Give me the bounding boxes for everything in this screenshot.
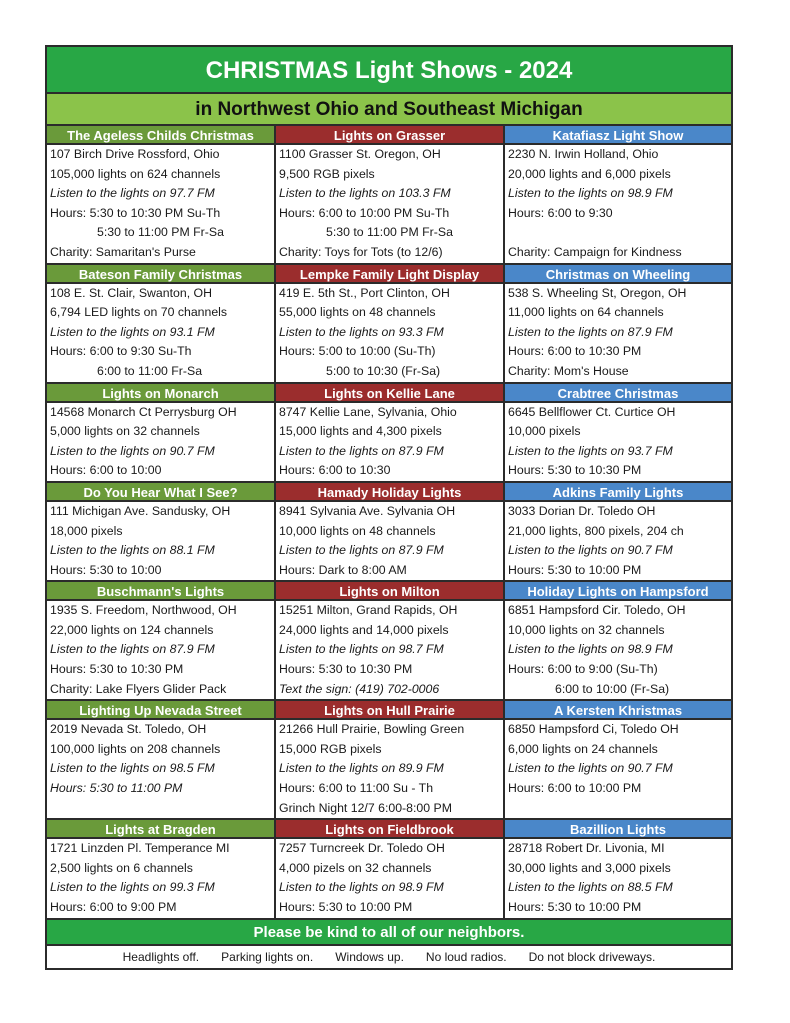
show-details bbox=[505, 145, 731, 263]
show-detail-line: 6851 Hampsford Cir. Toledo, OH bbox=[508, 603, 686, 618]
show-detail-line: Hours: 6:00 to 10:00 PM Su-Th bbox=[279, 205, 450, 220]
show-detail-line: Text the sign: (419) 702-0006 bbox=[279, 681, 440, 696]
show-detail-line: Listen to the lights on 93.7 FM bbox=[508, 443, 673, 458]
show-detail-line: Listen to the lights on 87.9 FM bbox=[50, 642, 215, 657]
show-card bbox=[505, 126, 731, 263]
show-detail-line: Charity: Campaign for Kindness bbox=[508, 244, 682, 259]
show-card bbox=[276, 483, 505, 580]
show-name: Adkins Family Lights bbox=[505, 483, 731, 502]
show-detail-line: Hours: 6:00 to 11:00 Su - Th bbox=[279, 781, 434, 796]
show-band bbox=[47, 265, 731, 384]
show-card bbox=[276, 820, 505, 917]
show-band bbox=[47, 701, 731, 820]
page-subtitle: in Northwest Ohio and Southeast Michigan bbox=[47, 94, 731, 126]
show-detail-line: Listen to the lights on 98.9 FM bbox=[508, 642, 673, 657]
show-details bbox=[47, 145, 274, 263]
show-detail-line: Hours: 6:00 to 10:30 bbox=[279, 463, 391, 478]
show-name: Christmas on Wheeling bbox=[505, 265, 731, 284]
show-detail-line: 14568 Monarch Ct Perrysburg OH bbox=[50, 404, 237, 419]
show-band bbox=[47, 483, 731, 582]
show-detail-line: 9,500 RGB pixels bbox=[279, 166, 375, 181]
show-card bbox=[276, 384, 505, 481]
show-detail-line: 10,000 pixels bbox=[508, 424, 581, 439]
show-detail-line: 6850 Hampsford Ci, Toledo OH bbox=[508, 722, 679, 737]
show-card bbox=[47, 820, 276, 917]
show-name: Katafiasz Light Show bbox=[505, 126, 731, 145]
show-name: Crabtree Christmas bbox=[505, 384, 731, 403]
show-card bbox=[47, 265, 276, 382]
show-detail-line: Listen to the lights on 87.9 FM bbox=[279, 443, 444, 458]
footer-tip: Parking lights on. bbox=[221, 949, 314, 964]
show-detail-line: Listen to the lights on 88.1 FM bbox=[50, 543, 215, 558]
show-detail-line: Listen to the lights on 90.7 FM bbox=[508, 761, 673, 776]
show-detail-line: Hours: 5:30 to 10:00 PM bbox=[279, 900, 413, 914]
show-name: Lempke Family Light Display bbox=[276, 265, 503, 284]
show-detail-line: Listen to the lights on 88.5 FM bbox=[508, 880, 673, 895]
show-detail-line: 30,000 lights and 3,000 pixels bbox=[508, 860, 671, 875]
show-detail-line: 5:00 to 10:30 (Fr-Sa) bbox=[326, 363, 441, 378]
show-band bbox=[47, 126, 731, 265]
shows-grid bbox=[47, 126, 731, 920]
show-name: Buschmann's Lights bbox=[47, 582, 274, 601]
show-detail-line: Hours: 6:00 to 9:00 (Su-Th) bbox=[508, 662, 658, 677]
show-detail-line: Listen to the lights on 98.9 FM bbox=[508, 186, 673, 201]
show-detail-line: Listen to the lights on 90.7 FM bbox=[508, 543, 673, 558]
show-name: Do You Hear What I See? bbox=[47, 483, 274, 502]
footer-tip: Do not block driveways. bbox=[528, 949, 656, 964]
show-detail-line: 21,000 lights, 800 pixels, 204 ch bbox=[508, 523, 684, 538]
show-card bbox=[505, 820, 731, 917]
show-card bbox=[47, 582, 276, 699]
footer-tip: No loud radios. bbox=[425, 949, 507, 964]
show-details bbox=[276, 284, 503, 382]
show-detail-line: Hours: 6:00 to 9:30 Su-Th bbox=[50, 344, 192, 359]
show-detail-line: 5:30 to 11:00 PM Fr-Sa bbox=[97, 225, 224, 240]
page-title: CHRISTMAS Light Shows - 2024 bbox=[47, 47, 731, 94]
show-detail-line: 108 E. St. Clair, Swanton, OH bbox=[50, 285, 212, 300]
show-detail-line: 21266 Hull Prairie, Bowling Green bbox=[279, 722, 465, 737]
show-details bbox=[276, 601, 503, 699]
show-detail-line: Hours: 5:30 to 10:30 PM bbox=[508, 463, 642, 478]
show-detail-line: 3033 Dorian Dr. Toledo OH bbox=[508, 503, 656, 518]
show-detail-line: Listen to the lights on 98.9 FM bbox=[279, 880, 444, 895]
show-detail-line: Hours: 5:30 to 10:30 PM Su-Th bbox=[50, 205, 221, 220]
show-detail-line: Charity: Samaritan's Purse bbox=[50, 244, 196, 259]
show-details bbox=[276, 145, 503, 263]
show-detail-line: Hours: 6:00 to 9:30 bbox=[508, 205, 613, 220]
show-detail-line: 105,000 lights on 624 channels bbox=[50, 166, 221, 181]
show-detail-line bbox=[508, 799, 728, 819]
show-card bbox=[276, 126, 505, 263]
show-detail-line: 7257 Turncreek Dr. Toledo OH bbox=[279, 841, 445, 856]
show-details bbox=[505, 839, 731, 917]
show-detail-line: 2,500 lights on 6 channels bbox=[50, 860, 193, 875]
show-detail-line: Listen to the lights on 98.7 FM bbox=[279, 642, 444, 657]
show-detail-line: 10,000 lights on 48 channels bbox=[279, 523, 436, 538]
show-detail-line: 4,000 pizels on 32 channels bbox=[279, 860, 432, 875]
show-card bbox=[505, 582, 731, 699]
show-detail-line: Hours: 6:00 to 10:30 PM bbox=[508, 344, 642, 359]
show-details bbox=[505, 502, 731, 580]
show-detail-line: 1100 Grasser St. Oregon, OH bbox=[279, 147, 441, 161]
show-detail-line: Listen to the lights on 93.1 FM bbox=[50, 324, 215, 339]
show-details bbox=[276, 720, 503, 818]
show-name: Lights on Milton bbox=[276, 582, 503, 601]
show-detail-line: Hours: 6:00 to 10:00 PM bbox=[508, 781, 642, 796]
show-detail-line: Listen to the lights on 93.3 FM bbox=[279, 324, 444, 339]
show-name: Lights on Grasser bbox=[276, 126, 503, 145]
show-card bbox=[47, 483, 276, 580]
show-name: Lights at Bragden bbox=[47, 820, 274, 839]
show-detail-line: Charity: Mom's House bbox=[508, 363, 629, 378]
show-name: Bazillion Lights bbox=[505, 820, 731, 839]
show-detail-line: 28718 Robert Dr. Livonia, MI bbox=[508, 841, 665, 856]
footer-tips bbox=[47, 946, 731, 968]
show-detail-line: Hours: 5:30 to 10:00 PM bbox=[508, 562, 642, 577]
show-card bbox=[505, 384, 731, 481]
show-card bbox=[276, 701, 505, 818]
show-detail-line: 8747 Kellie Lane, Sylvania, Ohio bbox=[279, 404, 457, 419]
show-name: Bateson Family Christmas bbox=[47, 265, 274, 284]
show-details bbox=[47, 720, 274, 818]
show-detail-line: Listen to the lights on 99.3 FM bbox=[50, 880, 215, 895]
show-detail-line bbox=[50, 799, 271, 819]
show-detail-line: Listen to the lights on 98.5 FM bbox=[50, 761, 215, 776]
show-detail-line: 6645 Bellflower Ct. Curtice OH bbox=[508, 404, 676, 419]
show-name: A Kersten Khristmas bbox=[505, 701, 731, 720]
show-card bbox=[505, 701, 731, 818]
show-detail-line: Hours: 5:30 to 10:00 bbox=[50, 562, 162, 577]
show-card bbox=[47, 126, 276, 263]
show-detail-line: 18,000 pixels bbox=[50, 523, 123, 538]
show-detail-line: Listen to the lights on 87.9 FM bbox=[279, 543, 444, 558]
show-detail-line: 22,000 lights on 124 channels bbox=[50, 622, 214, 637]
show-detail-line: 538 S. Wheeling St, Oregon, OH bbox=[508, 285, 687, 300]
show-detail-line: Listen to the lights on 90.7 FM bbox=[50, 443, 215, 458]
show-name: Lighting Up Nevada Street bbox=[47, 701, 274, 720]
show-details bbox=[505, 720, 731, 818]
show-detail-line: 15251 Milton, Grand Rapids, OH bbox=[279, 603, 458, 618]
show-card bbox=[47, 701, 276, 818]
show-detail-line: 107 Birch Drive Rossford, Ohio bbox=[50, 147, 220, 161]
show-detail-line: Hours: Dark to 8:00 AM bbox=[279, 562, 407, 577]
show-detail-line: 100,000 lights on 208 channels bbox=[50, 741, 221, 756]
show-detail-line: 15,000 lights and 4,300 pixels bbox=[279, 424, 442, 439]
show-detail-line: Hours: 5:30 to 11:00 PM bbox=[50, 781, 183, 796]
show-details bbox=[47, 601, 274, 699]
show-details bbox=[47, 403, 274, 481]
footer-message: Please be kind to all of our neighbors. bbox=[47, 920, 731, 946]
show-detail-line: Hours: 5:30 to 10:30 PM bbox=[50, 662, 184, 677]
show-detail-line: 11,000 lights on 64 channels bbox=[508, 305, 664, 320]
show-detail-line: 55,000 lights on 48 channels bbox=[279, 305, 436, 320]
flyer bbox=[45, 45, 733, 970]
show-detail-line: Hours: 5:30 to 10:30 PM bbox=[279, 662, 413, 677]
show-name: Lights on Kellie Lane bbox=[276, 384, 503, 403]
show-detail-line: 6,000 lights on 24 channels bbox=[508, 741, 658, 756]
show-detail-line: Listen to the lights on 103.3 FM bbox=[279, 186, 451, 201]
show-details bbox=[276, 502, 503, 580]
show-card bbox=[505, 265, 731, 382]
show-band bbox=[47, 820, 731, 919]
show-detail-line: Charity: Toys for Tots (to 12/6) bbox=[279, 244, 443, 259]
show-card bbox=[276, 582, 505, 699]
show-name: Hamady Holiday Lights bbox=[276, 483, 503, 502]
show-detail-line: 6:00 to 10:00 (Fr-Sa) bbox=[555, 681, 670, 696]
show-detail-line: Hours: 5:00 to 10:00 (Su-Th) bbox=[279, 344, 436, 359]
show-detail-line: 2230 N. Irwin Holland, Ohio bbox=[508, 147, 659, 161]
show-detail-line: Hours: 6:00 to 9:00 PM bbox=[50, 900, 177, 914]
show-band bbox=[47, 582, 731, 701]
show-details bbox=[505, 284, 731, 382]
show-name: Holiday Lights on Hampsford bbox=[505, 582, 731, 601]
show-card bbox=[47, 384, 276, 481]
show-details bbox=[47, 284, 274, 382]
show-details bbox=[276, 403, 503, 481]
show-name: Lights on Fieldbrook bbox=[276, 820, 503, 839]
show-name: The Ageless Childs Christmas bbox=[47, 126, 274, 145]
show-details bbox=[47, 839, 274, 917]
show-name: Lights on Hull Prairie bbox=[276, 701, 503, 720]
show-details bbox=[47, 502, 274, 580]
show-detail-line: 5,000 lights on 32 channels bbox=[50, 424, 200, 439]
show-detail-line: 111 Michigan Ave. Sandusky, OH bbox=[50, 503, 231, 518]
show-details bbox=[505, 403, 731, 481]
footer-tip: Headlights off. bbox=[122, 949, 200, 964]
show-detail-line bbox=[508, 223, 728, 243]
show-detail-line: 24,000 lights and 14,000 pixels bbox=[279, 622, 449, 637]
show-name: Lights on Monarch bbox=[47, 384, 274, 403]
show-detail-line: 419 E. 5th St., Port Clinton, OH bbox=[279, 285, 450, 300]
show-detail-line: 6:00 to 11:00 Fr-Sa bbox=[97, 363, 203, 378]
show-band bbox=[47, 384, 731, 483]
show-details bbox=[505, 601, 731, 699]
show-detail-line: 20,000 lights and 6,000 pixels bbox=[508, 166, 671, 181]
show-detail-line: 6,794 LED lights on 70 channels bbox=[50, 305, 228, 320]
show-detail-line: Listen to the lights on 87.9 FM bbox=[508, 324, 673, 339]
show-detail-line: 1935 S. Freedom, Northwood, OH bbox=[50, 603, 237, 618]
show-detail-line: Hours: 6:00 to 10:00 bbox=[50, 463, 162, 478]
show-detail-line: 8941 Sylvania Ave. Sylvania OH bbox=[279, 503, 456, 518]
show-details bbox=[276, 839, 503, 917]
show-card bbox=[505, 483, 731, 580]
show-detail-line: Grinch Night 12/7 6:00-8:00 PM bbox=[279, 800, 452, 815]
show-detail-line: 10,000 lights on 32 channels bbox=[508, 622, 665, 637]
show-detail-line: 1721 Linzden Pl. Temperance MI bbox=[50, 841, 230, 856]
show-detail-line: 5:30 to 11:00 PM Fr-Sa bbox=[326, 225, 453, 240]
show-detail-line: Listen to the lights on 89.9 FM bbox=[279, 761, 444, 776]
footer-tip: Windows up. bbox=[335, 949, 404, 964]
show-detail-line: 15,000 RGB pixels bbox=[279, 741, 382, 756]
show-detail-line: 2019 Nevada St. Toledo, OH bbox=[50, 722, 207, 737]
show-detail-line: Listen to the lights on 97.7 FM bbox=[50, 186, 215, 201]
show-card bbox=[276, 265, 505, 382]
show-detail-line: Hours: 5:30 to 10:00 PM bbox=[508, 900, 642, 914]
show-detail-line: Charity: Lake Flyers Glider Pack bbox=[50, 681, 227, 696]
